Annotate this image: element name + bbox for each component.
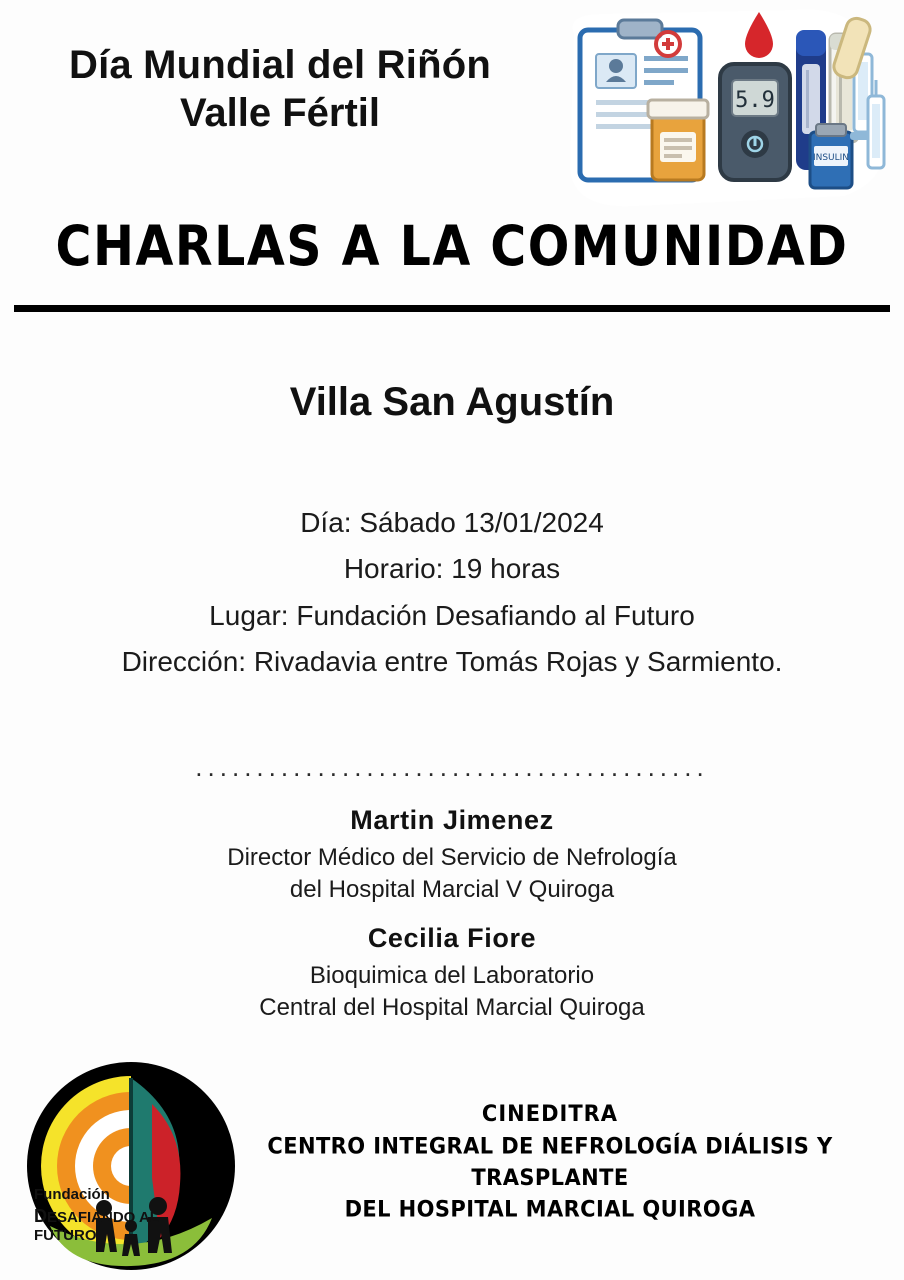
banner-text: CHARLAS A LA COMUNIDAD: [55, 214, 849, 279]
insulin-vial-icon: [810, 124, 852, 188]
organization-line-2: DEL HOSPITAL MARCIAL QUIROGA: [344, 1195, 756, 1221]
speaker-role-line: del Hospital Marcial V Quiroga: [289, 876, 615, 904]
event-place: Lugar: Fundación Desafiando al Futuro: [209, 599, 695, 631]
page-title: Día Mundial del Riñón: [69, 43, 491, 87]
event-time: Horario: 19 horas: [343, 553, 561, 585]
insulin-label: INSULIN: [812, 153, 850, 163]
horizontal-rule: [14, 305, 890, 312]
organization-acronym: CINEDITRA: [481, 1100, 619, 1126]
speakers-list: [0, 805, 904, 1041]
speaker-item: [0, 923, 904, 1025]
dotted-divider: ..........................................: [195, 752, 709, 782]
pill-bottle-icon: [648, 100, 708, 180]
speaker-name: Martin Jimenez: [350, 805, 554, 835]
glucometer-icon: [720, 64, 790, 180]
poster-header: [0, 42, 560, 138]
foundation-caption-top: Fundación: [34, 1185, 110, 1203]
event-day: Día: Sábado 13/01/2024: [300, 507, 604, 538]
organization-line-1: CENTRO INTEGRAL DE NEFROLOGÍA DIÁLISIS Y TRASPLANTE: [267, 1133, 833, 1190]
organization-footer: [200, 1101, 900, 1225]
speaker-role-line: Bioquimica del Laboratorio: [309, 961, 595, 989]
medical-supplies-illustration: [544, 4, 894, 219]
speaker-role-line: Director Médico del Servicio de Nefrología: [227, 844, 677, 871]
speaker-role-line: Central del Hospital Marcial Quiroga: [259, 994, 645, 1022]
locality-title: Villa San Agustín: [289, 380, 615, 424]
speaker-name: Cecilia Fiore: [367, 922, 537, 953]
glucometer-reading: 5.9: [735, 88, 775, 113]
speaker-item: [0, 805, 904, 907]
event-details: [0, 500, 904, 686]
foundation-caption-initial: D: [34, 1205, 47, 1226]
banner: [0, 214, 904, 279]
event-address: Dirección: Rivadavia entre Tomás Rojas y Sarmiento.: [121, 646, 783, 678]
foundation-logo-caption: [34, 1186, 194, 1246]
foundation-caption-rest: ESAFIANDO AL FUTURO: [34, 1208, 159, 1245]
foundation-caption-bottom: [34, 1205, 194, 1247]
page-subtitle: Valle Fértil: [179, 91, 381, 135]
